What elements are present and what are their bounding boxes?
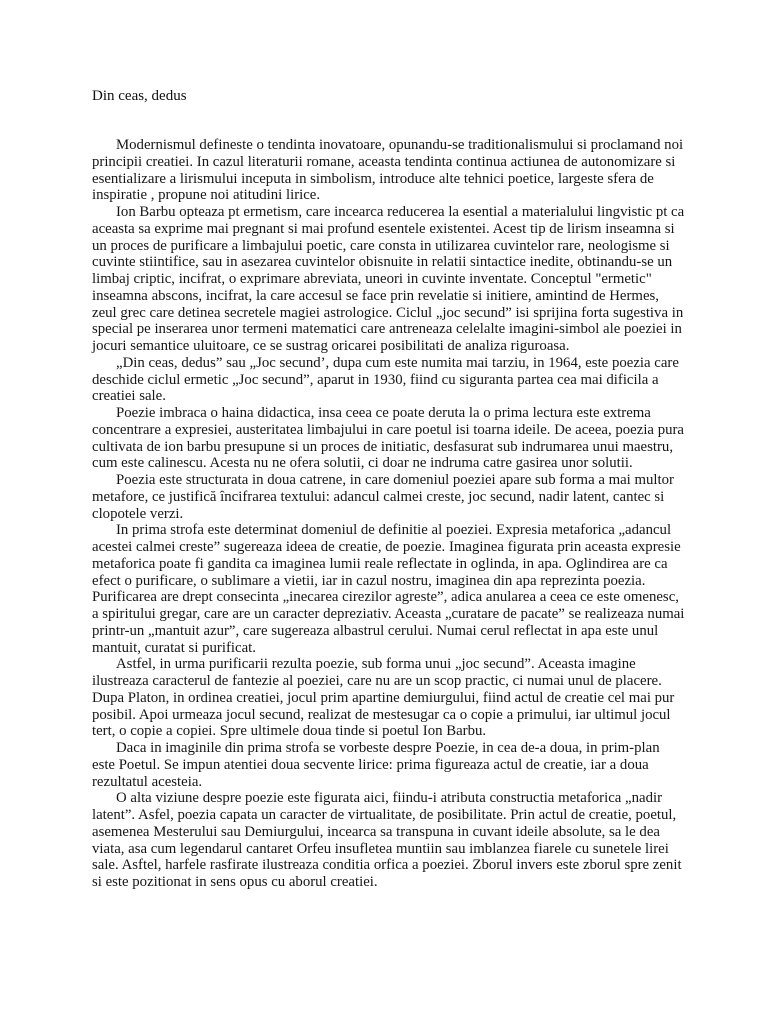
paragraph-ermetism: Ion Barbu opteaza pt ermetism, care incearca reducerea la esential a materialului lingvistic pt ca aceasta sa exprime mai pregnant si mai profund esentele existentei. Acest tip de lirism inseamna si un proces de purificare a limbajului poetic, care consta in utilizarea cuvintelor rare, neologisme si cuvinte stiintifice, sau in asezarea cuvintelor obisnuite in relatii sintactice inedite, obtinandu-se un limbaj criptic, incifrat, o exprimare abreviata, uneori in cuvinte inventate. Conceptul "ermetic" inseamna abscons, incifrat, la care accesul se face prin revelatie si initiere, amintind de Hermes, zeul grec care detinea secretele magiei astrologice. Ciclul „joc secund” isi sprijina forta sugestiva in special pe inserarea unor termeni matematici care antreneaza celelalte imagini-simbol ale poeziei in jocuri semantice uluitoare, ce se sustrag oricarei posibilitati de analiza riguroasa. <box>92 204 685 354</box>
document-title: Din ceas, dedus <box>92 88 187 104</box>
paragraph-modernism: Modernismul defineste o tendinta inovatoare, opunandu-se traditionalismului si proclamand noi principii creatiei. In cazul literaturii romane, aceasta tendinta continua actiunea de autonomizare si esentializare a lirismului inceputa in simbolism, introduce alte tehnici poetice, largeste sfera de inspiratie , propune noi atitudini lirice. <box>92 137 684 204</box>
paragraph-nadir-latent: O alta viziune despre poezie este figurata aici, fiindu-i atributa constructia metaforica „nadir latent”. Asfel, poezia capata un caracter de virtualitate, de posibilitate. Prin actul de creatie, poetul, asemenea Mesterului sau Demiurgului, incearca sa transpuna in cuvant ideile absolute, sa le dea viata, asa cum legendarul cantaret Orfeu insufletea muntiin sau imblanzea fiarele cu sunetele lirei sale. Asftel, harfele rasfirate ilustreaza conditia orfica a poeziei. Zborul invers este zborul spre zenit si este pozitionat in sens opus cu aborul creatiei. <box>92 790 682 890</box>
paragraph-first-stanza: In prima strofa este determinat domeniul de definitie al poeziei. Expresia metaforica „adancul acestei calmei creste” sugereaza ideea de creatie, de poezie. Imaginea figurata prin aceasta expresie metaforica poate fi gandita ca imaginea lumii reale reflectate in oglinda, in apa. Oglindirea are ca efect o purificare, o sublimare a vietii, iar in cazul nostru, imaginea din apa reprezinta poezia. Purificarea are drept consecinta „inecarea cirezilor agreste”, adica anularea a ceea ce este omenesc, a spiritului gregar, care are un caracter depreziativ. Aceasta „curatare de pacate” se realizeaza numai printr-un „mantuit azur”, care sugereaza albastrul cerului. Numai cerul reflectat in apa este unul mantuit, curatat si purificat. <box>92 522 685 656</box>
document-body <box>92 137 686 891</box>
paragraph-second-stanza: Daca in imaginile din prima strofa se vorbeste despre Poezie, in cea de-a doua, in prim-plan este Poetul. Se impun atentiei doua secvente lirice: prima figureaza actul de creatie, iar a doua rezultatul acesteia. <box>92 740 660 790</box>
paragraph-joc-secund: Astfel, in urma purificarii rezulta poezie, sub forma unui „joc secund”. Aceasta imagine ilustreaza caracterul de fantezie al poeziei, care nu are un scop practic, ci numai unul de placere. Dupa Platon, in ordinea creatiei, jocul prim apartine demiurgului, fiind actul de creatie cel mai pur posibil. Apoi urmeaza jocul secund, realizat de mestesugar ca o copie a primului, iar ultimul jocul tert, o copie a copiei. Spre ultimele doua tinde si poetul Ion Barbu. <box>92 656 675 740</box>
paragraph-structure: Poezia este structurata in doua catrene, in care domeniul poeziei apare sub forma a mai multor metafore, ce justifică încifrarea textului: adancul calmei creste, joc secund, nadir latent, cantec si clopotele verzi. <box>92 472 674 522</box>
paragraph-didactic: Poezie imbraca o haina didactica, insa ceea ce poate deruta la o prima lectura este extrema concentrare a expresiei, austeritatea limbajului in care poetul isi toarna ideile. De aceea, poezia pura cultivata de ion barbu presupune si un proces de initiatic, desfasurat sub indrumarea unui maestru, cum este calinescu. Acesta nu ne ofera solutii, ci doar ne indruma catre gasirea unor solutii. <box>92 405 684 472</box>
paragraph-poem-intro: „Din ceas, dedus” sau „Joc secund’, dupa cum este numita mai tarziu, in 1964, este poezia care deschide ciclul ermetic „Joc secund”, aparut in 1930, fiind cu siguranta partea cea mai dificila a creatiei sale. <box>92 354 679 405</box>
